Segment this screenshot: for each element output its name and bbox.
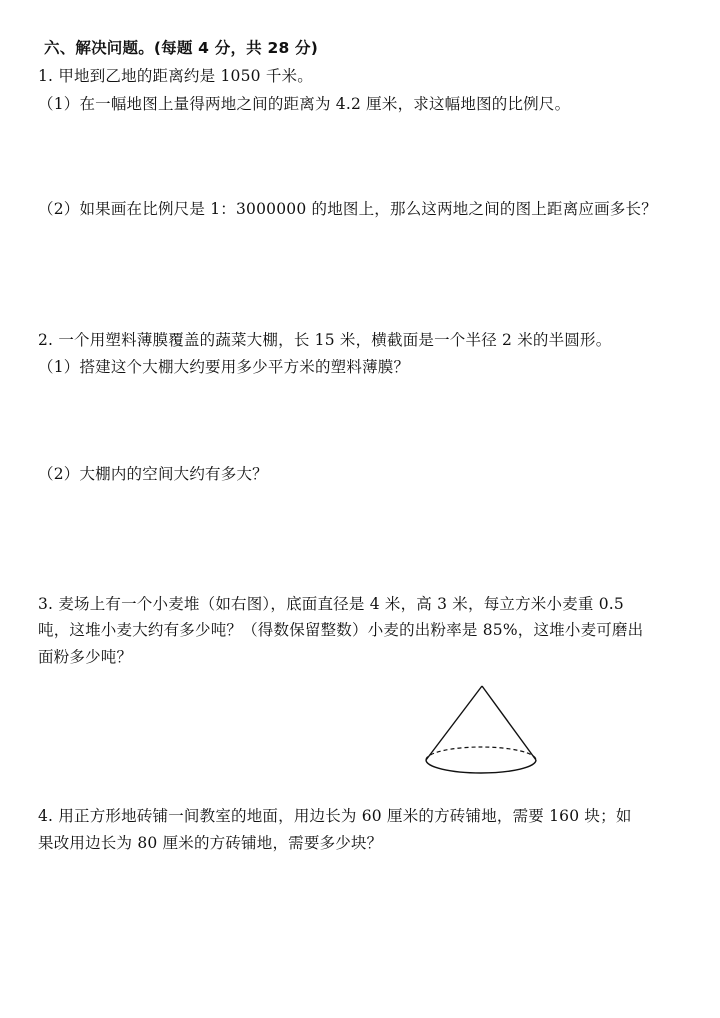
question-2-part-1: （1）搭建这个大棚大约要用多少平方米的塑料薄膜？ (38, 358, 410, 376)
question-1-stem: 1. 甲地到乙地的距离约是 1050 千米。 (38, 67, 313, 85)
question-3-line-1: 3. 麦场上有一个小麦堆（如右图），底面直径是 4 米，高 3 米，每立方米小麦重 0.5 (38, 595, 624, 613)
question-2-stem: 2. 一个用塑料薄膜覆盖的蔬菜大棚，长 15 米，横截面是一个半径 2 米的半圆形。 (38, 331, 612, 349)
question-4-line-2: 果改用边长为 80 厘米的方砖铺地，需要多少块？ (38, 834, 383, 852)
question-1-part-1: （1）在一幅地图上量得两地之间的距离为 4.2 厘米，求这幅地图的比例尺。 (38, 95, 571, 113)
question-2-part-2: （2）大棚内的空间大约有多大？ (38, 465, 268, 483)
cone-figure (420, 682, 544, 782)
question-1-part-2: （2）如果画在比例尺是 1：3000000 的地图上，那么这两地之间的图上距离应画多长？ (38, 200, 657, 218)
question-3-line-2: 吨，这堆小麦大约有多少吨？（得数保留整数）小麦的出粉率是 85%，这堆小麦可磨出 (38, 621, 644, 639)
section-title: 六、解决问题。(每题 4 分，共 28 分) (44, 39, 319, 57)
question-4-line-1: 4. 用正方形地砖铺一间教室的地面，用边长为 60 厘米的方砖铺地，需要 160 块；如 (38, 807, 632, 825)
question-3-line-3: 面粉多少吨？ (38, 648, 133, 666)
cone-base-front (426, 760, 536, 773)
cone-base-back (426, 747, 536, 760)
